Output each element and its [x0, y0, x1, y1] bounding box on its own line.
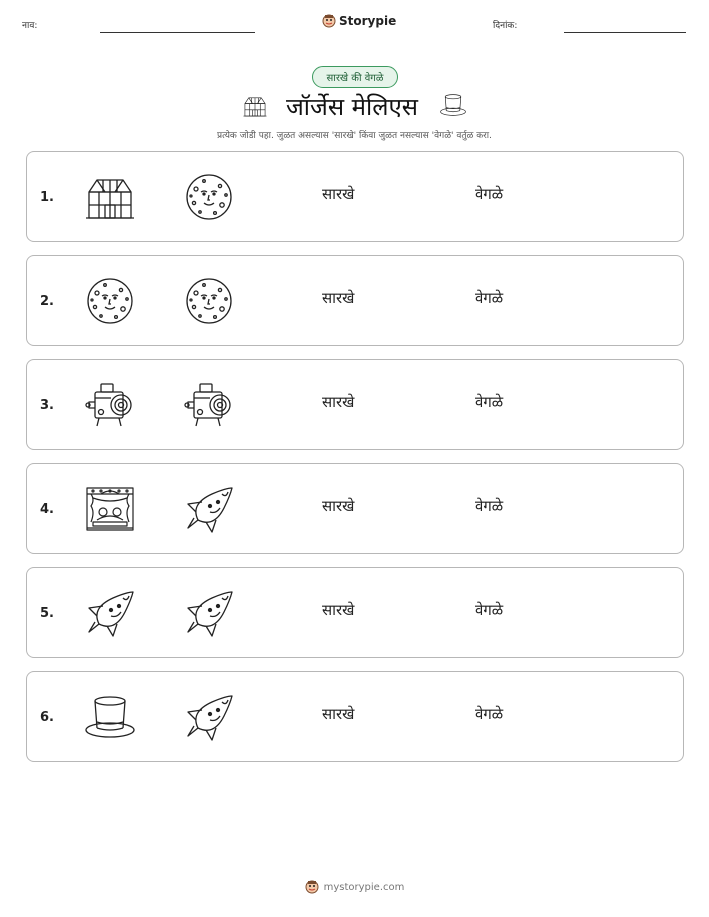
greenhouse-icon [83, 172, 137, 222]
brand-logo [322, 14, 396, 28]
question-card [26, 359, 684, 450]
date-line[interactable] [564, 32, 686, 33]
top-hat-icon [439, 92, 467, 118]
title-row [0, 88, 709, 124]
brand-name: Storypie [339, 14, 397, 28]
different-option[interactable]: वेगळे [475, 497, 504, 515]
same-option[interactable]: सारखे [322, 601, 355, 619]
question-number: 6. [40, 710, 54, 725]
movie-camera-icon [182, 380, 236, 430]
footer [0, 880, 709, 894]
page-title: जॉर्जेस मेलिएस [286, 93, 419, 121]
name-line[interactable] [100, 32, 255, 33]
question-number: 2. [40, 294, 54, 309]
header [0, 14, 709, 38]
footer-url: mystorypie.com [323, 881, 405, 893]
name-label: नाव: [22, 21, 38, 31]
different-option[interactable]: वेगळे [475, 289, 504, 307]
greenhouse-icon [241, 94, 269, 118]
same-option[interactable]: सारखे [322, 185, 355, 203]
top-hat-icon [83, 692, 137, 742]
different-option[interactable]: वेगळे [475, 705, 504, 723]
question-number: 4. [40, 502, 54, 517]
same-option[interactable]: सारखे [322, 497, 355, 515]
same-option[interactable]: सारखे [322, 705, 355, 723]
date-label: दिनांक: [493, 21, 518, 31]
question-card [26, 671, 684, 762]
question-card [26, 255, 684, 346]
moon-face-icon [182, 172, 236, 222]
moon-face-icon [182, 276, 236, 326]
question-card [26, 567, 684, 658]
storypie-mascot-icon [322, 14, 336, 28]
worksheet-type-badge: सारखे की वेगळे [312, 66, 398, 88]
different-option[interactable]: वेगळे [475, 393, 504, 411]
same-option[interactable]: सारखे [322, 289, 355, 307]
instructions: प्रत्येक जोडी पहा. जुळत असल्यास 'सारखे' किंवा जुळत नसल्यास 'वेगळे' वर्तुळ करा. [216, 131, 492, 141]
different-option[interactable]: वेगळे [475, 601, 504, 619]
movie-camera-icon [83, 380, 137, 430]
theater-stage-icon [83, 484, 137, 534]
question-card [26, 463, 684, 554]
question-card [26, 151, 684, 242]
different-option[interactable]: वेगळे [475, 185, 504, 203]
same-option[interactable]: सारखे [322, 393, 355, 411]
question-number: 5. [40, 606, 54, 621]
question-number: 3. [40, 398, 54, 413]
rocket-face-icon [182, 692, 236, 742]
storypie-mascot-icon [305, 880, 319, 894]
rocket-face-icon [182, 588, 236, 638]
moon-face-icon [83, 276, 137, 326]
rocket-face-icon [83, 588, 137, 638]
rocket-face-icon [182, 484, 236, 534]
question-number: 1. [40, 190, 54, 205]
